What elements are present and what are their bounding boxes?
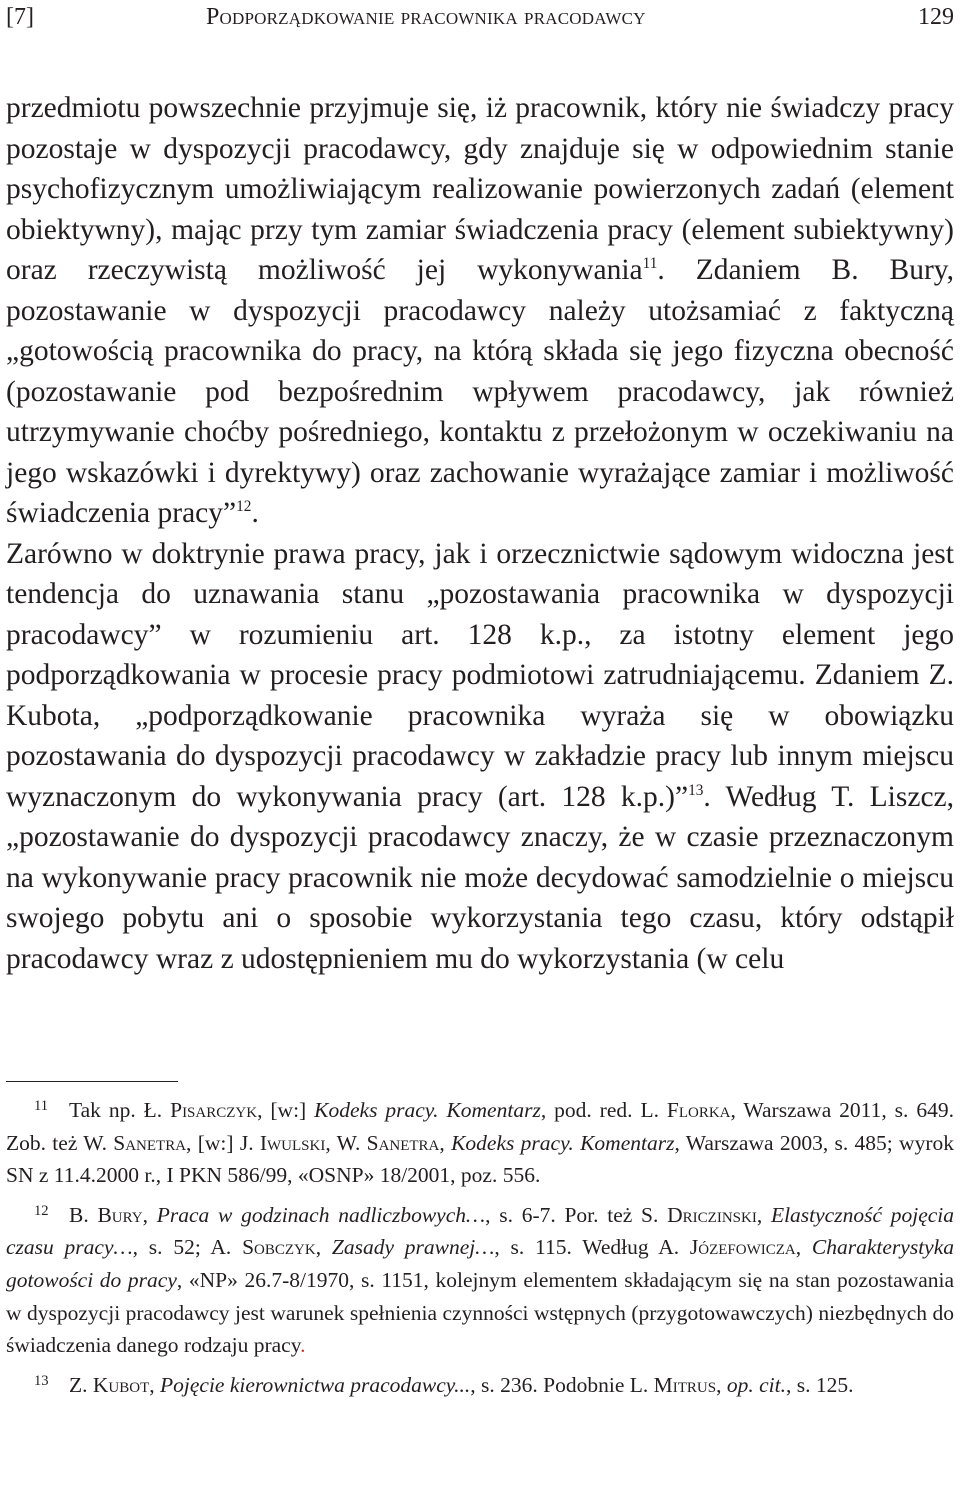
paragraph-1-text-b: . Zdaniem B. Bury, pozostawanie w dyspozycji pracodawcy należy utożsamiać z faktyczną „gotowością pracownika do pracy, na którą składa się jego fizyczna obecność (pozostawanie pod bezpośrednim wpływem pracodawcy, jak również utrzymywanie choćby pośredniego, kontaktu z przełożonym w oczekiwaniu na jego wskazówki i dyrektywy) oraz zachowanie wyrażające zamiar i możliwość świadczenia pracy” <box>6 254 955 529</box>
work-title: Charakterystyka gotowości do pracy <box>6 1235 955 1292</box>
work-title: Pojęcie kierownictwa pracodawcy... <box>160 1372 471 1397</box>
author-name: Sobczyk <box>242 1235 316 1260</box>
footnote-ref-12: 12 <box>236 497 252 515</box>
footnote-ref-11: 11 <box>642 254 658 272</box>
chapter-number: [7] <box>6 4 34 30</box>
footnotes <box>6 1094 954 1408</box>
author-name: Józefowicza <box>689 1235 796 1260</box>
author-name: Iwulski <box>259 1130 326 1155</box>
work-title: Praca w godzinach nadliczbowych… <box>156 1202 486 1227</box>
work-title: op. cit. <box>726 1372 786 1397</box>
work-title: Elastyczność pojęcia czasu pracy… <box>6 1202 955 1260</box>
footnote-12: 12 B. Bury, Praca w godzinach nadliczbowych…, s. 6-7. Por. też S. Driczinski, Elastyczność pojęcia czasu pracy…, s. 52; A. Sobczyk, Zasady prawnej…, s. 115. Według A. Józefowicza, Charakterystyka gotowości do pracy, «NP» 26.7-8/1970, s. 1151, kolejnym elementem składającym się na stan pozostawania w dyspozycji pracodawcy jest warunek spełnienia czynności wstępnych (przygotowawczych) niezbędnych do świadczenia danego rodzaju pracy. <box>6 1202 955 1358</box>
footnote-11: 11 Tak np. Ł. Pisarczyk, [w:] Kodeks pracy. Komentarz, pod. red. L. Florka, Warszawa 2011, s. 649. Zob. też W. Sanetra, [w:] J. Iwulski, W. Sanetra, Kodeks pracy. Komentarz, Warszawa 2003, s. 485; wyrok SN z 11.4.2000 r., I PKN 586/99, «OSNP» 18/2001, poz. 556. <box>6 1098 954 1188</box>
author-name: Mitrus <box>653 1372 717 1397</box>
work-title: Kodeks pracy. Komentarz <box>451 1130 675 1155</box>
page-number: 129 <box>918 4 954 30</box>
author-name: Bury <box>97 1202 143 1227</box>
running-title: Podporządkowanie pracownika pracodawcy <box>206 4 646 30</box>
author-name: Driczinski <box>667 1202 757 1227</box>
author-name: Pisarczyk <box>170 1098 258 1122</box>
paragraph-2 <box>6 534 954 980</box>
paragraph-2-text-b: . Według T. Liszcz, „pozostawanie do dyspozycji pracodawcy znaczy, że w czasie przeznaczonym na wykonywanie pracy pracownik nie może decydować samodzielnie o miejscu swojego pobytu ani o sposobie wykorzystania tego czasu, który odstąpił pracodawcy wraz z udostępnieniem mu do wykorzystania (w celu <box>6 780 955 975</box>
work-title: Zasady prawnej… <box>331 1235 495 1260</box>
main-text <box>6 88 954 979</box>
footnote-separator <box>6 1081 178 1082</box>
footnote-13: 13 Z. Kubot, Pojęcie kierownictwa pracodawcy..., s. 236. Podobnie L. Mitrus, op. cit., s. 125. <box>34 1372 854 1397</box>
paragraph-1-text-a: przedmiotu powszechnie przyjmuje się, iż pracownik, który nie świadczy pracy pozostaje w dyspozycji pracodawcy, gdy znajduje się w odpowiednim stanie psychofizycznym umożliwiającym realizowanie powierzonych zadań (element obiektywny), mając przy tym zamiar świadczenia pracy (element subiektywny) oraz rzeczywistą możliwość jej wykonywania <box>6 92 954 286</box>
author-name: Florka <box>666 1098 731 1122</box>
author-name: Sanetra <box>113 1130 187 1155</box>
footnote-ref-13: 13 <box>688 781 704 799</box>
running-header <box>6 0 954 34</box>
paragraph-2-text-a: Zarówno w doktrynie prawa pracy, jak i orzecznictwie sądowym widoczna jest tendencja do uznawania stanu „pozostawania pracownika w dyspozycji pracodawcy” w rozumieniu art. 128 k.p., za istotny element jego podporządkowania w procesie pracy podmiotowi zatrudniającemu. Zdaniem Z. Kubota, „podporządkowanie pracownika wyraża się w obowiązku pozostawania do dyspozycji pracodawcy w zakładzie pracy lub innym miejscu wyznaczonym do wykonywania pracy (art. 128 k.p.)” <box>6 537 954 813</box>
author-name: Kubot <box>92 1372 150 1397</box>
author-name: Sanetra <box>366 1130 440 1155</box>
paragraph-1 <box>6 88 954 534</box>
work-title: Kodeks pracy. Komentarz <box>314 1098 541 1122</box>
paragraph-1-text-c: . <box>251 497 259 529</box>
